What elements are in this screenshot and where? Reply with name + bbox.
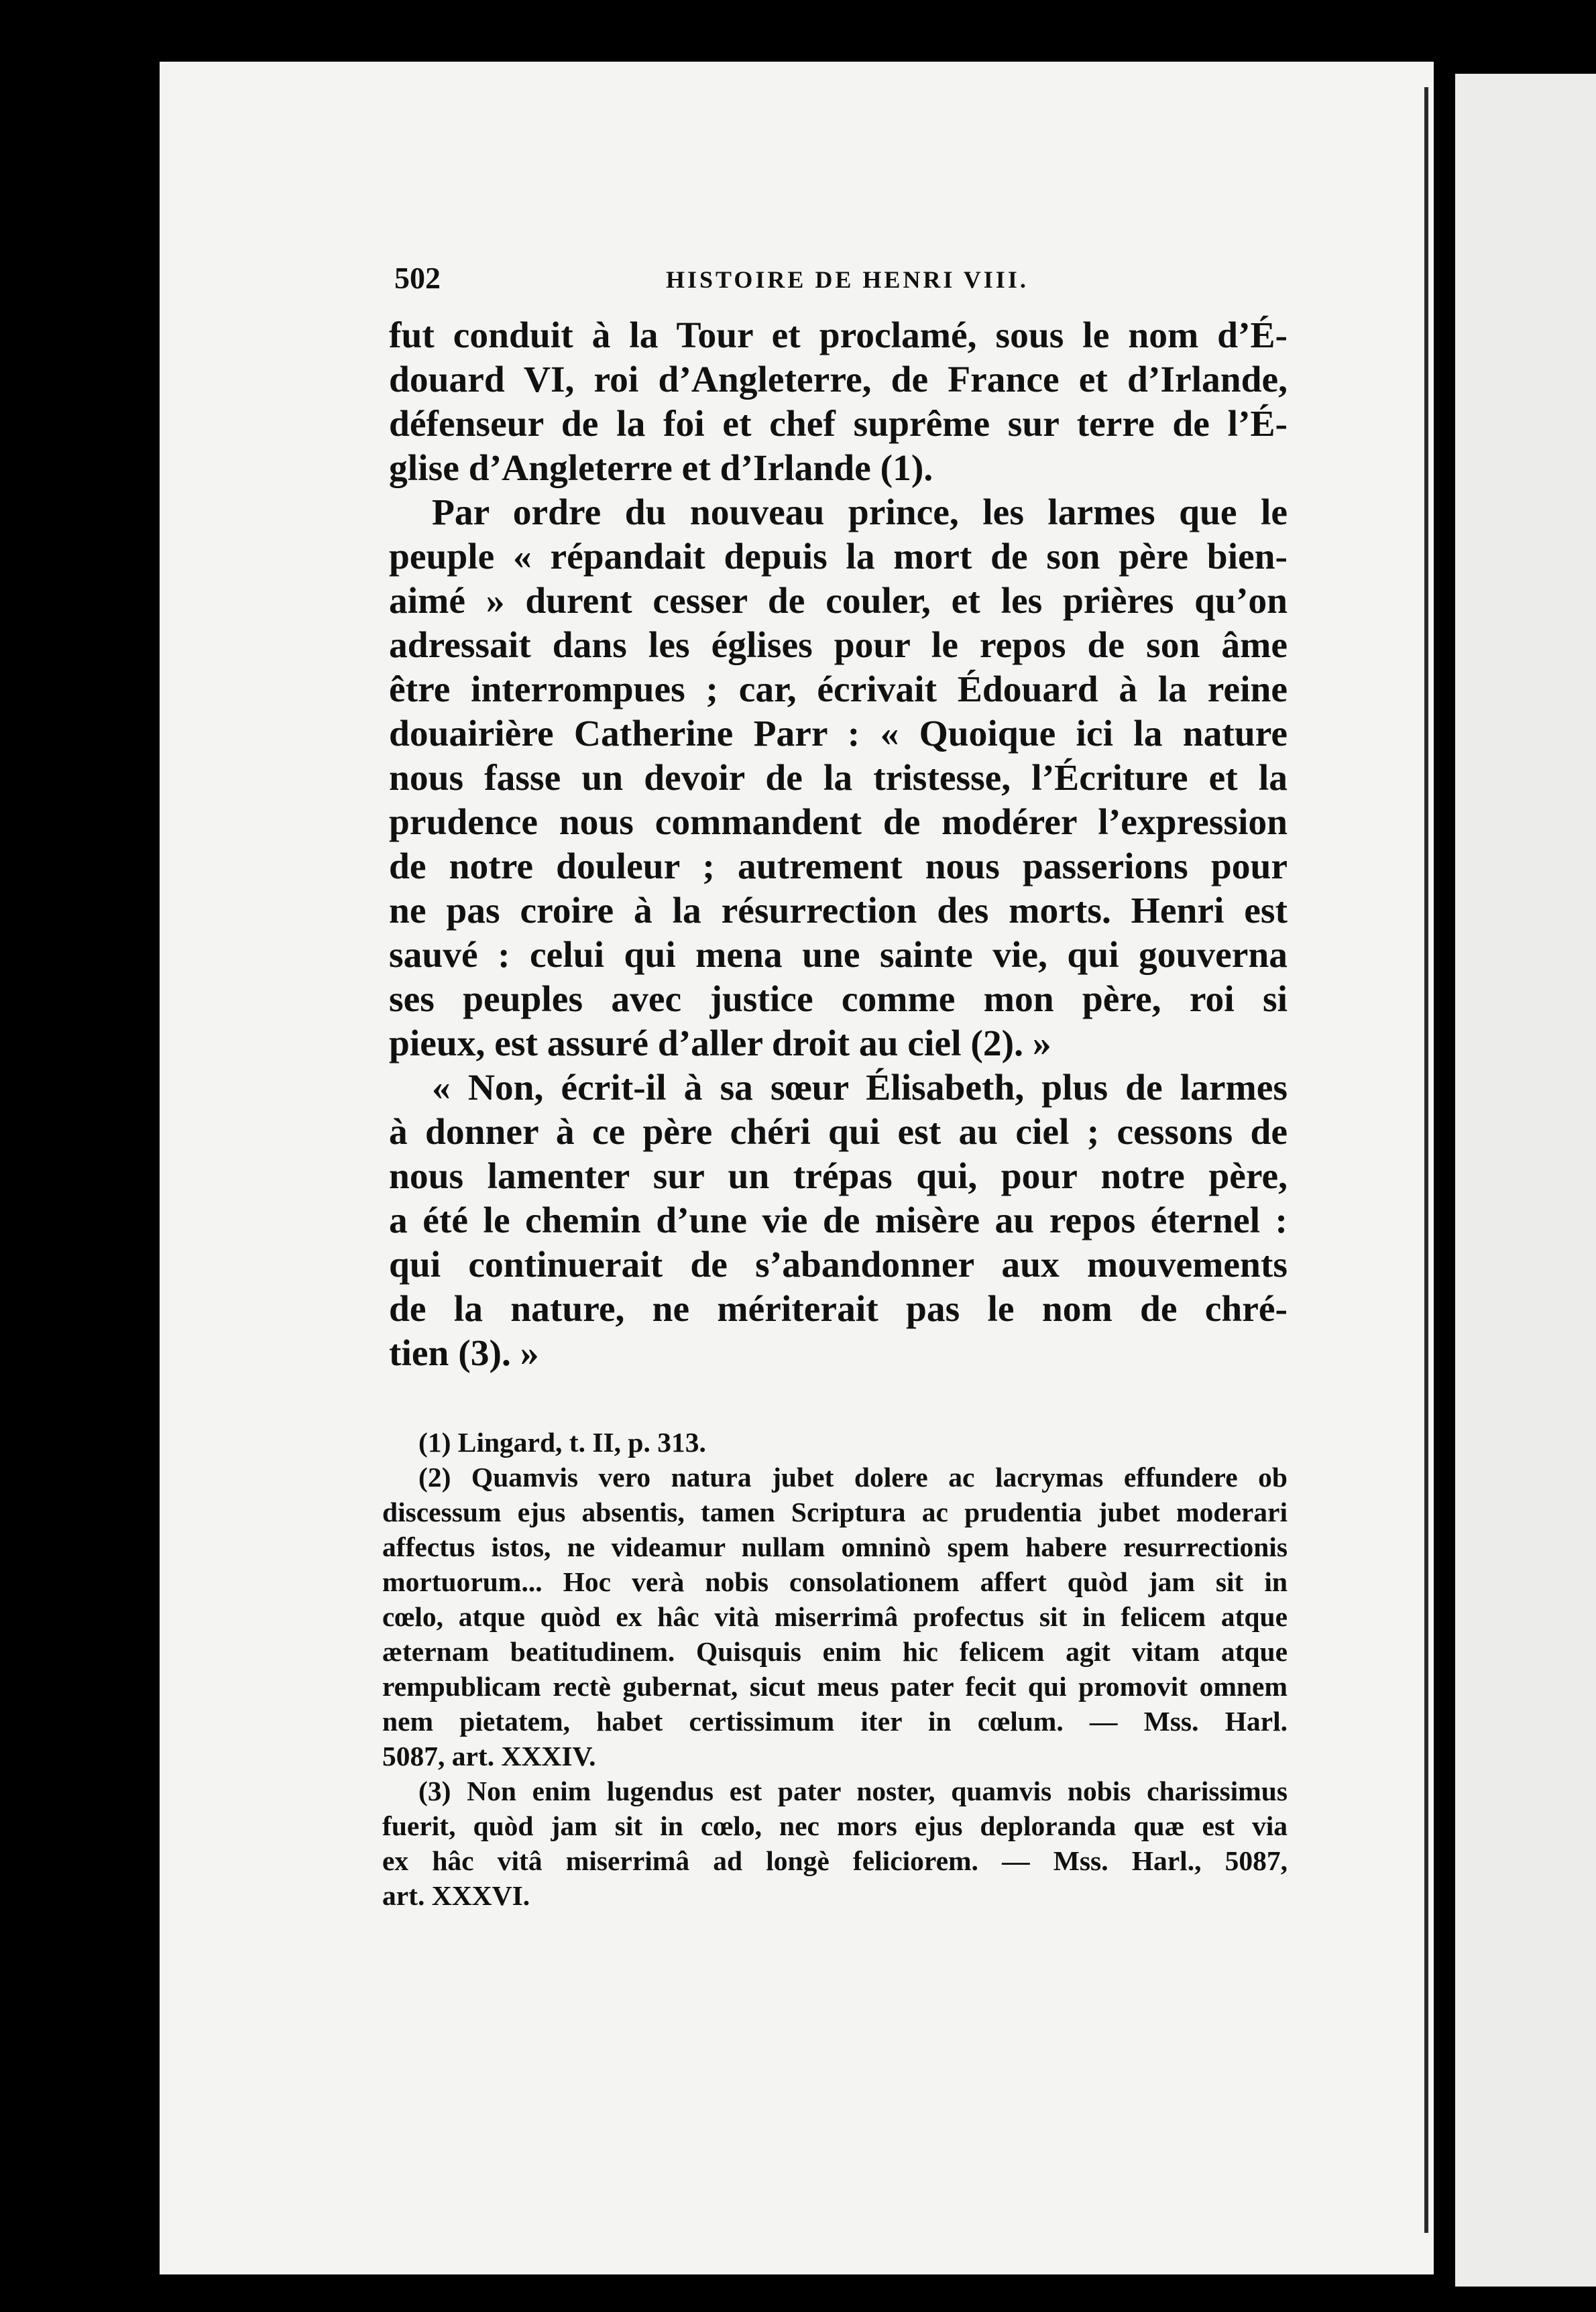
body-line: « Non, écrit-il à sa sœur Élisabeth, plus de larmes <box>432 1067 1288 1108</box>
body-line: douard VI, roi d’Angleterre, de France et d’Irlande, <box>389 359 1288 400</box>
body-line: adressait dans les églises pour le repos de son âme <box>389 625 1288 666</box>
body-line: de la nature, ne mériterait pas le nom de chré- <box>389 1289 1288 1330</box>
footnote-line: discessum ejus absentis, tamen Scriptura ac prudentia jubet moderari <box>382 1497 1288 1527</box>
body-line: nous fasse un devoir de la tristesse, l’Écriture et la <box>389 758 1288 799</box>
body-line: défenseur de la foi et chef suprême sur terre de l’É- <box>389 404 1288 445</box>
body-line: nous lamenter sur un trépas qui, pour notre père, <box>389 1156 1288 1197</box>
footnote-line: 5087, art. XXXIV. <box>382 1741 596 1772</box>
body-line: prudence nous commandent de modérer l’expression <box>389 802 1288 843</box>
footnote-line: (1) Lingard, t. II, p. 313. <box>418 1427 706 1458</box>
footnote-line: ex hâc vitâ miserrimâ ad longè feliciorem. — Mss. Harl., 5087, <box>382 1845 1288 1876</box>
body-line: de notre douleur ; autrement nous passerions pour <box>389 846 1288 887</box>
body-line: aimé » durent cesser de couler, et les prières qu’on <box>389 581 1288 622</box>
footnotes <box>382 1425 1288 1913</box>
body-line: à donner à ce père chéri qui est au ciel ; cessons de <box>389 1112 1288 1153</box>
body-line: sauvé : celui qui mena une sainte vie, qui gouverna <box>389 935 1288 976</box>
footnote-line: mortuorum... Hoc verà nobis consolationem affert quòd jam sit in <box>382 1566 1288 1597</box>
body-line: a été le chemin d’une vie de misère au repos éternel : <box>389 1200 1288 1241</box>
body-line: qui continuerait de s’abandonner aux mouvements <box>389 1245 1288 1285</box>
body-text <box>389 314 1288 1376</box>
running-title: HISTOIRE DE HENRI VIII. <box>666 266 1029 293</box>
body-line: pieux, est assuré d’aller droit au ciel (2). » <box>389 1023 1051 1064</box>
footnote-line: (3) Non enim lugendus est pater noster, quamvis nobis charissimus <box>418 1776 1288 1806</box>
footnote-line: (2) Quamvis vero natura jubet dolere ac lacrymas effundere ob <box>418 1462 1288 1493</box>
body-line: être interrompues ; car, écrivait Édouard à la reine <box>389 669 1288 710</box>
page-header <box>394 260 1293 307</box>
footnote-line: rempublicam rectè gubernat, sicut meus pater fecit qui promovit omnem <box>382 1671 1288 1702</box>
footnote-line: affectus istos, ne videamur nullam omninò spem habere resurrectionis <box>382 1531 1288 1562</box>
page-number: 502 <box>394 261 441 295</box>
body-line: peuple « répandait depuis la mort de son père bien- <box>389 536 1288 577</box>
footnote-line: æternam beatitudinem. Quisquis enim hic felicem agit vitam atque <box>382 1636 1288 1667</box>
body-line: glise d’Angleterre et d’Irlande (1). <box>389 448 933 489</box>
footnote-line: nem pietatem, habet certissimum iter in cœlum. — Mss. Harl. <box>382 1706 1288 1737</box>
body-line: ne pas croire à la résurrection des morts. Henri est <box>389 890 1288 931</box>
footnote-line: fuerit, quòd jam sit in cœlo, nec mors ejus deploranda quæ est via <box>382 1810 1288 1841</box>
body-line: tien (3). » <box>389 1333 539 1374</box>
body-line: ses peuples avec justice comme mon père, roi si <box>389 979 1288 1020</box>
facing-page-edge <box>1455 74 1596 2287</box>
page-gutter-line <box>1424 87 1428 2233</box>
body-line: fut conduit à la Tour et proclamé, sous le nom d’É- <box>389 315 1288 356</box>
body-line: Par ordre du nouveau prince, les larmes que le <box>432 492 1288 533</box>
footnote-line: art. XXXVI. <box>382 1880 530 1911</box>
footnote-line: cœlo, atque quòd ex hâc vità miserrimâ profectus sit in felicem atque <box>382 1601 1288 1632</box>
body-line: douairière Catherine Parr : « Quoique ici la nature <box>389 713 1288 754</box>
